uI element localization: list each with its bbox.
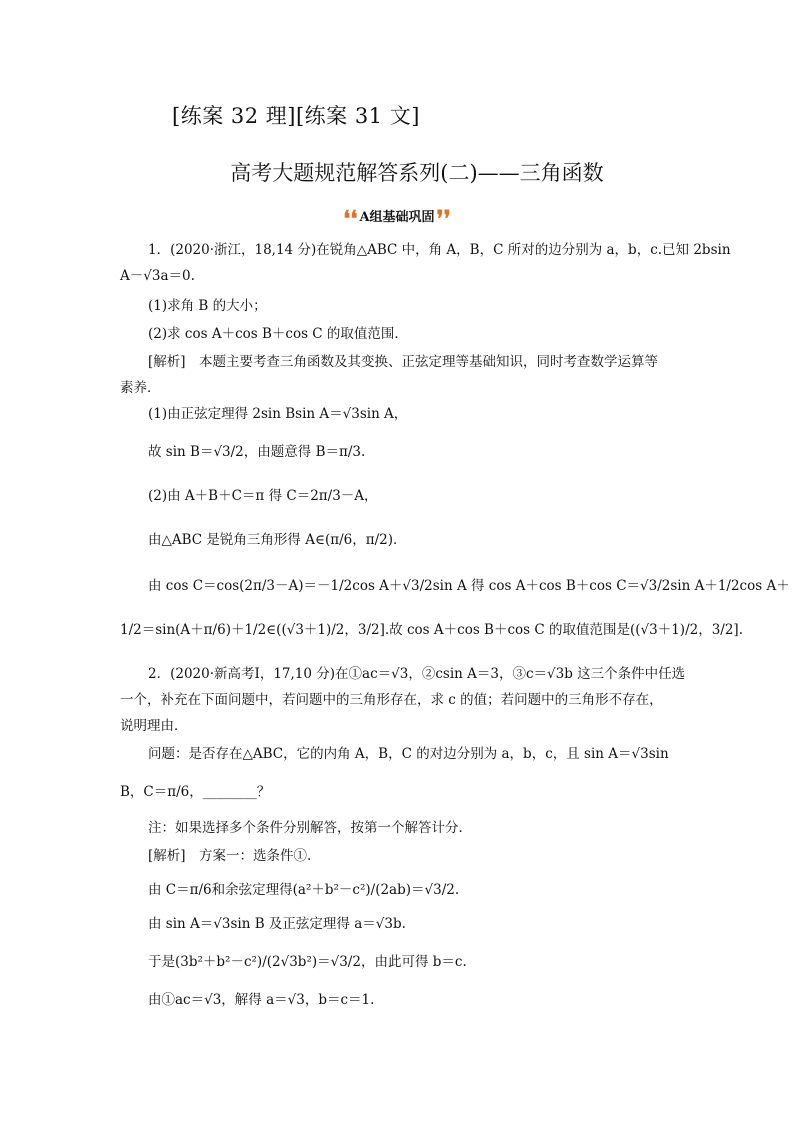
q1-step-3: (2)由 A＋B＋C＝π 得 C＝2π/3－A，: [148, 488, 378, 504]
quote-left-icon: ❛❛: [343, 206, 358, 232]
q1-step-4: 由△ABC 是锐角三角形得 A∈(π/6，π/2)．: [148, 532, 407, 548]
q2-step-4: 由①ac＝√3，解得 a＝√3，b＝c＝1.: [148, 992, 375, 1008]
q2-stem-line-2: 一个，补充在下面问题中，若问题中的三角形存在，求 c 的值；若问题中的三角形不存在，: [120, 692, 663, 708]
q2-problem-line-1: 问题：是否存在△ABC，它的内角 A，B，C 的对边分别为 a，b，c，且 sin A＝√3sin: [148, 746, 669, 762]
q1-stem-line-2: A－√3a＝0.: [120, 268, 195, 284]
q1-analysis-line-2: 素养．: [120, 380, 161, 396]
q1-step-2: 故 sin B＝√3/2，由题意得 B＝π/3.: [148, 444, 366, 460]
q2-problem-line-2: B，C＝π/6，________？: [120, 784, 271, 800]
q1-step-6: 1/2＝sin(A＋π/6)＋1/2∈((√3＋1)/2，3/2].故 cos A＋cos B＋cos C 的取值范围是((√3＋1)/2，3/2].: [120, 622, 743, 638]
q1-step-1: (1)由正弦定理得 2sin Bsin A＝√3sin A，: [148, 406, 408, 422]
q2-note: 注：如果选择多个条件分别解答，按第一个解答计分．: [148, 820, 472, 836]
q1-step-5: 由 cos C＝cos(2π/3－A)＝－1/2cos A＋√3/2sin A 得 cos A＋cos B＋cos C＝√3/2sin A＋1/2cos A＋: [148, 578, 790, 594]
q2-analysis: [解析] 方案一：选条件①.: [148, 848, 312, 864]
q2-stem-line-1: 2．(2020·新高考Ⅰ，17,10 分)在①ac＝√3，②csin A＝3，③c＝√3b 这三个条件中任选: [148, 666, 686, 682]
q2-step-1: 由 C＝π/6和余弦定理得(a²＋b²－c²)/(2ab)＝√3/2.: [148, 882, 460, 898]
quote-right-icon: ❜❜: [436, 206, 451, 232]
q2-stem-line-3: 说明理由．: [120, 718, 188, 734]
q1-analysis-line-1: [解析] 本题主要考查三角函数及其变换、正弦定理等基础知识，同时考查数学运算等: [148, 354, 659, 370]
q2-step-3: 于是(3b²＋b²－c²)/(2√3b²)＝√3/2，由此可得 b＝c.: [148, 954, 467, 970]
section-badge: [0, 206, 794, 232]
lesson-code: [练案 32 理][练案 31 文]: [172, 104, 420, 128]
q1-part-2: (2)求 cos A＋cos B＋cos C 的取值范围．: [148, 326, 408, 342]
section-badge-label: A组基础巩固: [359, 210, 435, 225]
page-title: 高考大题规范解答系列(二)——三角函数: [230, 161, 604, 185]
q1-stem-line-1: 1．(2020·浙江，18,14 分)在锐角△ABC 中，角 A，B，C 所对的边分别为 a，b，c.已知 2bsin: [148, 242, 731, 258]
q1-part-1: (1)求角 B 的大小；: [148, 298, 267, 314]
q2-step-2: 由 sin A＝√3sin B 及正弦定理得 a＝√3b.: [148, 916, 406, 932]
